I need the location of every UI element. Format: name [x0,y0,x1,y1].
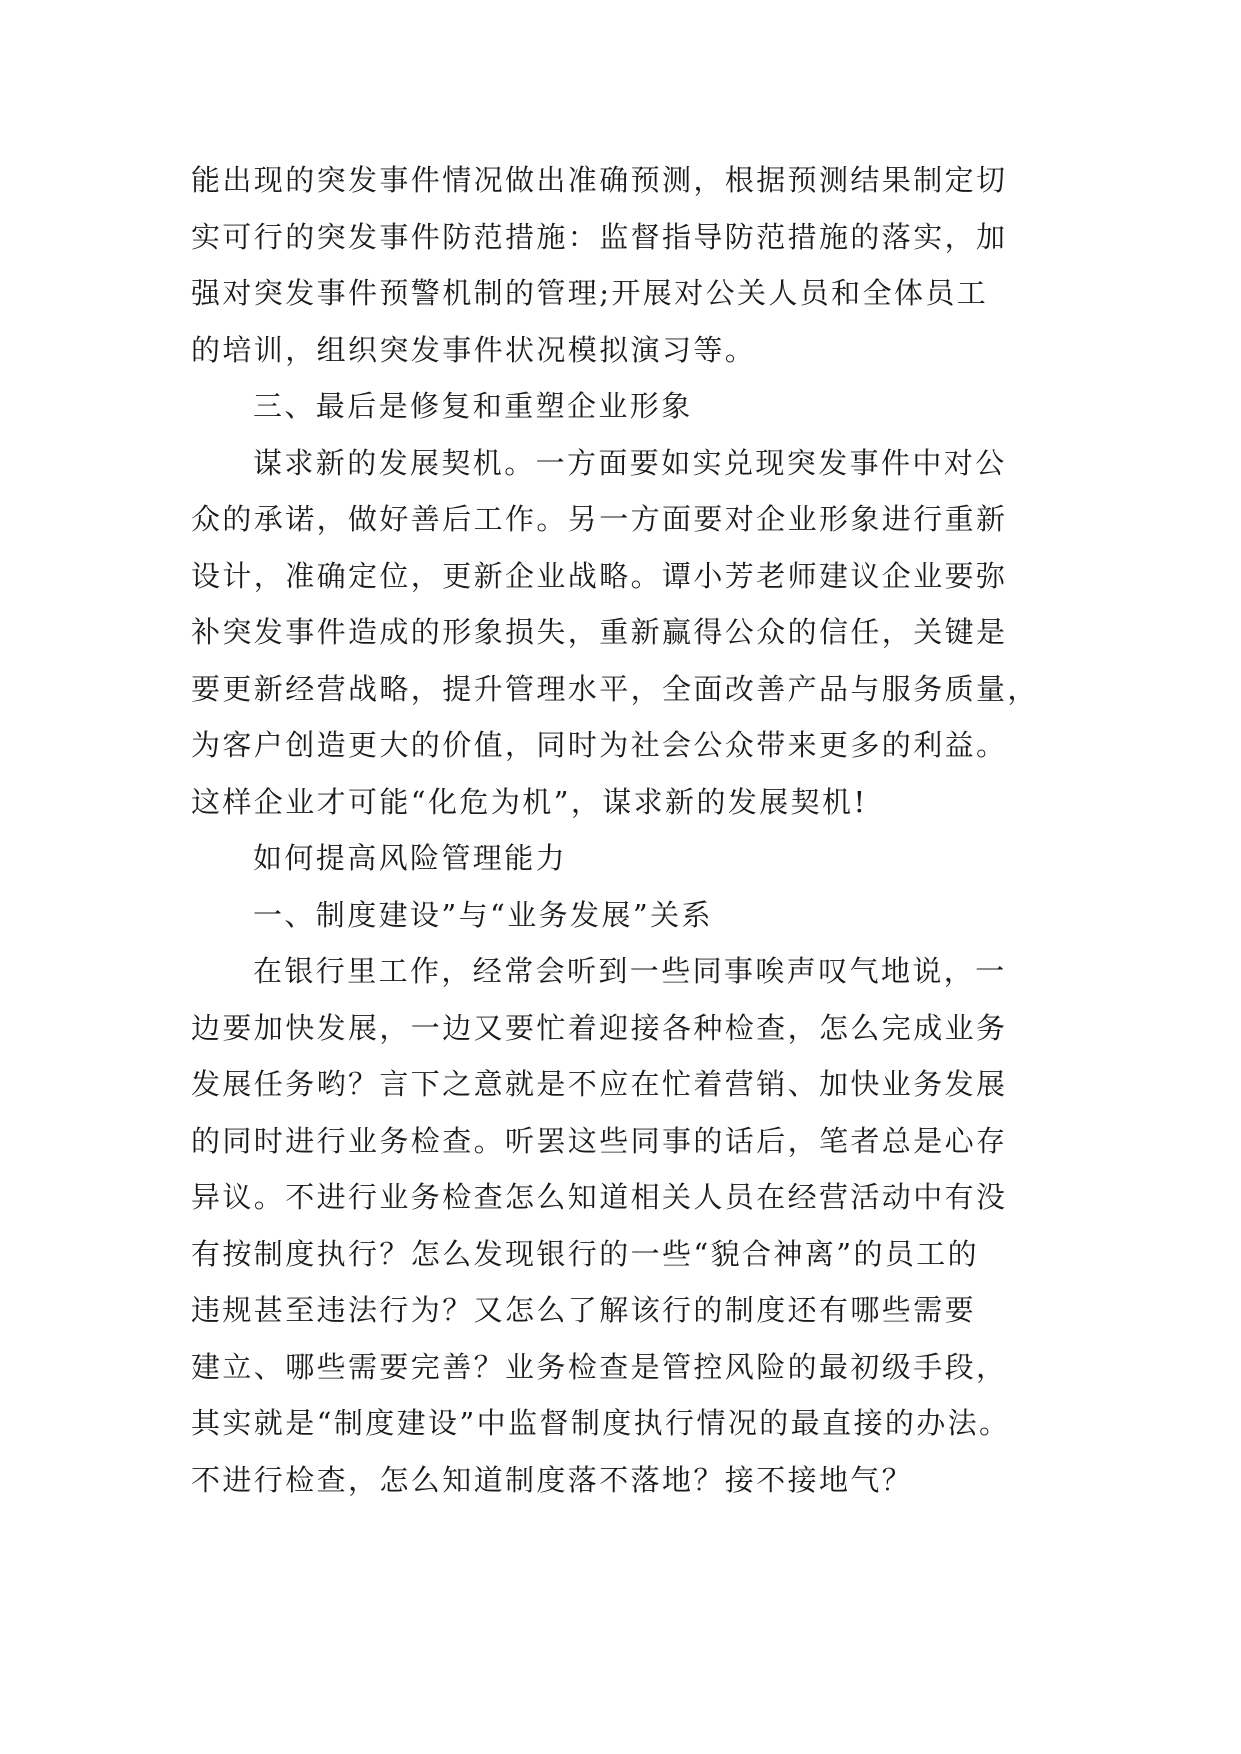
text-line: 异议。不进行业务检查怎么知道相关人员在经营活动中有没 [191,1180,1008,1214]
text-line: 有按制度执行？怎么发现银行的一些“貌合神离”的员工的 [191,1236,980,1271]
text-line: 要更新经营战略，提升管理水平，全面改善产品与服务质量， [191,671,1039,706]
text-line: 的同时进行业务检查。听罢这些同事的话后，笔者总是心存 [191,1123,1008,1158]
text-line: 为客户创造更大的价值，同时为社会公众带来更多的利益。 [191,728,1008,762]
text-line: 一、制度建设”与“业务发展”关系 [253,897,713,932]
text-line: 这样企业才可能“化危为机”，谋求新的发展契机! [191,784,868,819]
text-line: 设计，准确定位，更新企业战略。谭小芳老师建议企业要弥 [191,558,1008,593]
text-line: 实可行的突发事件防范措施：监督指导防范措施的落实，加 [191,219,1008,254]
text-line: 边要加快发展，一边又要忙着迎接各种检查，怎么完成业务 [191,1010,1008,1045]
body-text [191,152,1061,1508]
text-line: 不进行检查，怎么知道制度落不落地？接不接地气？ [191,1462,914,1497]
text-line: 谋求新的发展契机。一方面要如实兑现突发事件中对公 [253,445,1007,480]
text-line: 建立、哪些需要完善？业务检查是管控风险的最初级手段， [191,1349,1008,1384]
text-line: 其实就是“制度建设”中监督制度执行情况的最直接的办法。 [191,1406,1011,1440]
text-line: 众的承诺，做好善后工作。另一方面要对企业形象进行重新 [191,502,1008,536]
text-line: 三、最后是修复和重塑企业形象 [253,389,693,423]
text-line: 在银行里工作，经常会听到一些同事唉声叹气地说，一 [253,954,1007,988]
text-line: 违规甚至违法行为？又怎么了解该行的制度还有哪些需要 [191,1293,977,1327]
text-line: 强对突发事件预警机制的管理;开展对公关人员和全体员工 [191,276,989,310]
text-line: 能出现的突发事件情况做出准确预测，根据预测结果制定切 [191,163,1008,197]
text-line: 的培训，组织突发事件状况模拟演习等。 [191,332,757,367]
text-line: 发展任务哟？言下之意就是不应在忙着营销、加快业务发展 [191,1067,1008,1101]
text-line: 补突发事件造成的形象损失，重新赢得公众的信任，关键是 [191,615,1008,649]
text-line: 如何提高风险管理能力 [253,841,568,875]
